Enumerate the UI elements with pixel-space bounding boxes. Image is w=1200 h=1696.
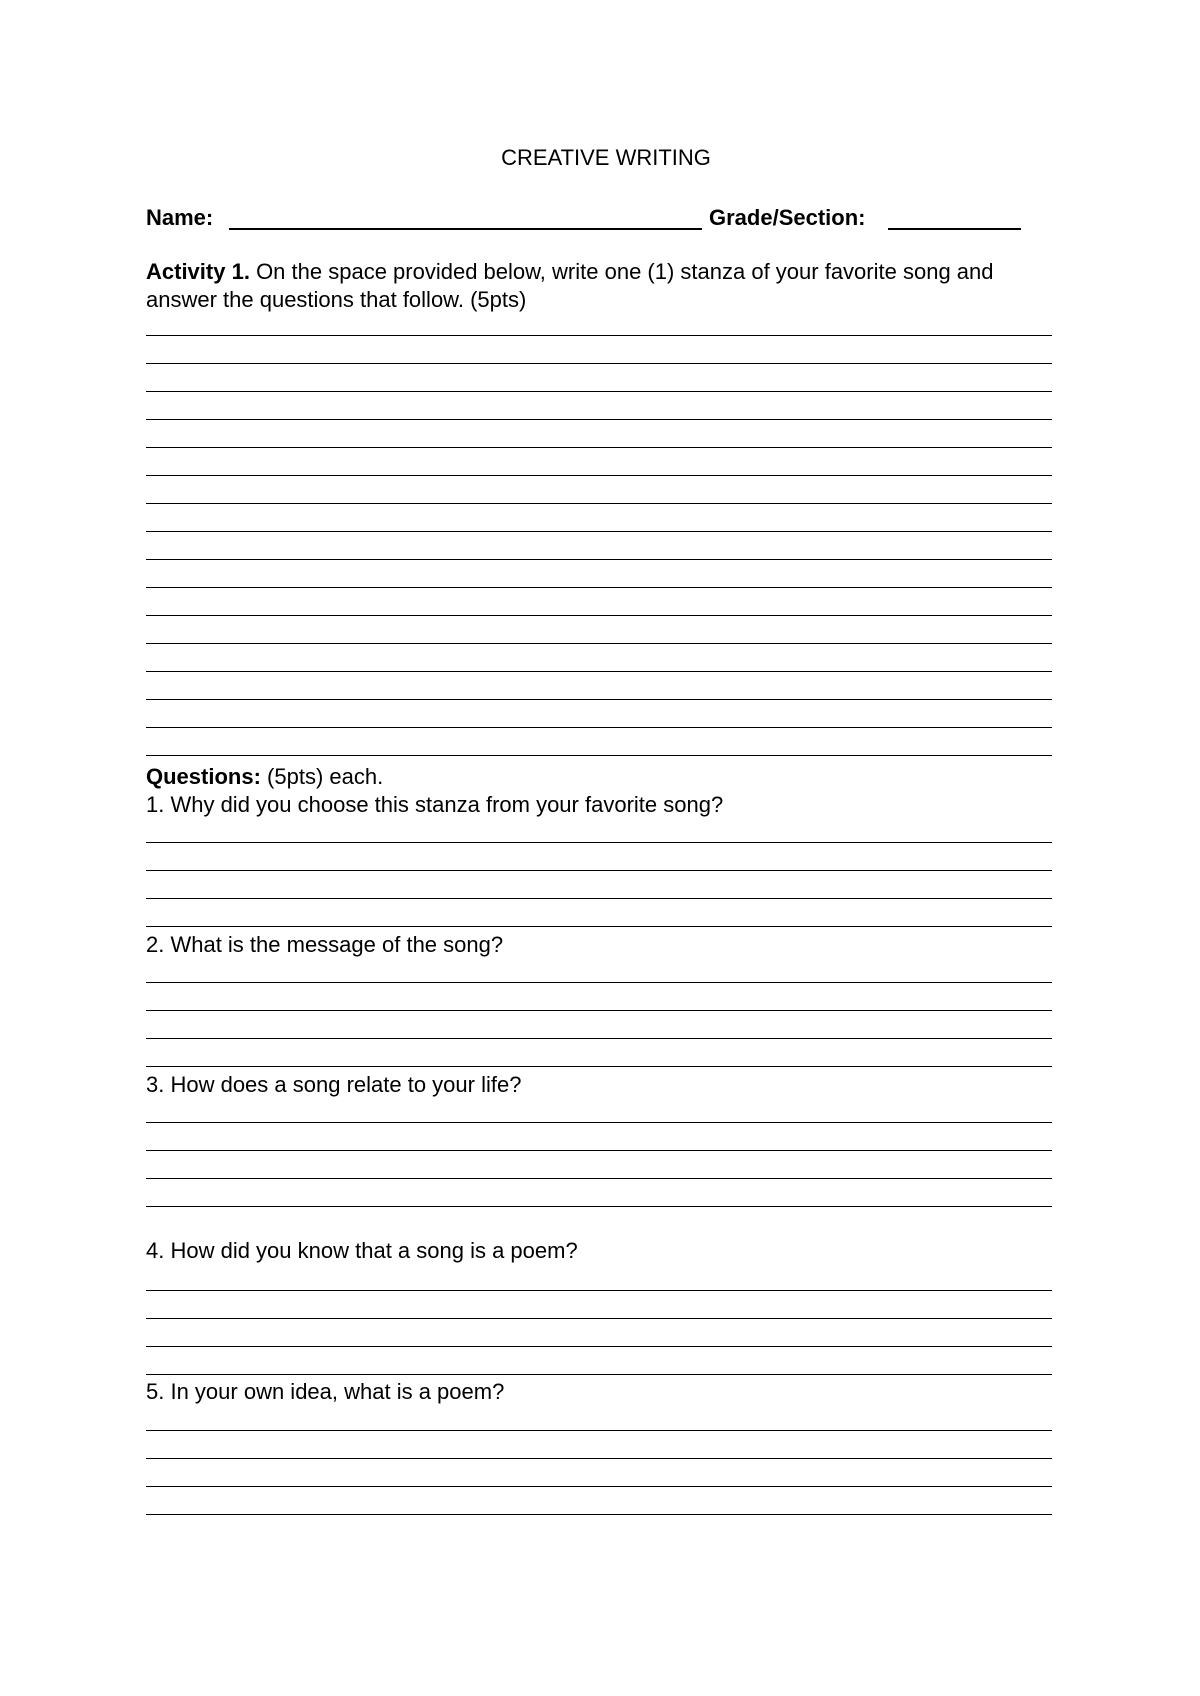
stanza-answer-line[interactable]	[146, 587, 1052, 588]
stanza-answer-line[interactable]	[146, 699, 1052, 700]
question-4: 4. How did you know that a song is a poem?	[146, 1238, 578, 1263]
grade-section-blank[interactable]	[888, 228, 1021, 230]
stanza-answer-line[interactable]	[146, 671, 1052, 672]
question-2-answer-line[interactable]	[146, 1038, 1052, 1039]
stanza-answer-line[interactable]	[146, 447, 1052, 448]
question-5-answer-line[interactable]	[146, 1430, 1052, 1431]
question-4-answer-line[interactable]	[146, 1346, 1052, 1347]
stanza-answer-line[interactable]	[146, 363, 1052, 364]
stanza-answer-line[interactable]	[146, 391, 1052, 392]
stanza-answer-line[interactable]	[146, 531, 1052, 532]
question-1-answer-line[interactable]	[146, 898, 1052, 899]
question-5-answer-line[interactable]	[146, 1458, 1052, 1459]
question-5-answer-line[interactable]	[146, 1486, 1052, 1487]
question-4-answer-line[interactable]	[146, 1318, 1052, 1319]
question-3-answer-line[interactable]	[146, 1122, 1052, 1123]
page-title: CREATIVE WRITING	[501, 145, 711, 170]
question-3-answer-line[interactable]	[146, 1150, 1052, 1151]
question-2-answer-line[interactable]	[146, 1010, 1052, 1011]
question-5: 5. In your own idea, what is a poem?	[146, 1379, 505, 1404]
question-5-answer-line[interactable]	[146, 1514, 1052, 1515]
stanza-answer-line[interactable]	[146, 419, 1052, 420]
name-grade-row	[146, 204, 1046, 234]
activity-text: On the space provided below, write one (1) stanza of your favorite song and answer the questions that follow. (5pts)	[146, 259, 994, 312]
question-3: 3. How does a song relate to your life?	[146, 1072, 522, 1097]
question-1-answer-line[interactable]	[146, 870, 1052, 871]
activity-instructions	[146, 258, 1066, 314]
question-4-answer-line[interactable]	[146, 1290, 1052, 1291]
questions-header	[146, 763, 383, 791]
name-blank[interactable]	[229, 228, 702, 230]
questions-label: Questions:	[146, 764, 261, 789]
stanza-answer-line[interactable]	[146, 727, 1052, 728]
question-3-answer-line[interactable]	[146, 1206, 1052, 1207]
stanza-answer-line[interactable]	[146, 559, 1052, 560]
question-4-answer-line[interactable]	[146, 1374, 1052, 1375]
stanza-answer-line[interactable]	[146, 615, 1052, 616]
stanza-answer-line[interactable]	[146, 475, 1052, 476]
question-3-answer-line[interactable]	[146, 1178, 1052, 1179]
question-2: 2. What is the message of the song?	[146, 932, 504, 957]
stanza-answer-line[interactable]	[146, 755, 1052, 756]
question-2-answer-line[interactable]	[146, 982, 1052, 983]
stanza-answer-line[interactable]	[146, 335, 1052, 336]
questions-points: (5pts) each.	[267, 764, 384, 789]
question-1: 1. Why did you choose this stanza from your favorite song?	[146, 792, 724, 817]
stanza-answer-line[interactable]	[146, 503, 1052, 504]
stanza-answer-line[interactable]	[146, 643, 1052, 644]
name-label: Name:	[146, 205, 214, 230]
question-1-answer-line[interactable]	[146, 926, 1052, 927]
question-2-answer-line[interactable]	[146, 1066, 1052, 1067]
activity-label: Activity 1.	[146, 259, 250, 284]
question-1-answer-line[interactable]	[146, 842, 1052, 843]
grade-section-label: Grade/Section:	[709, 205, 866, 230]
